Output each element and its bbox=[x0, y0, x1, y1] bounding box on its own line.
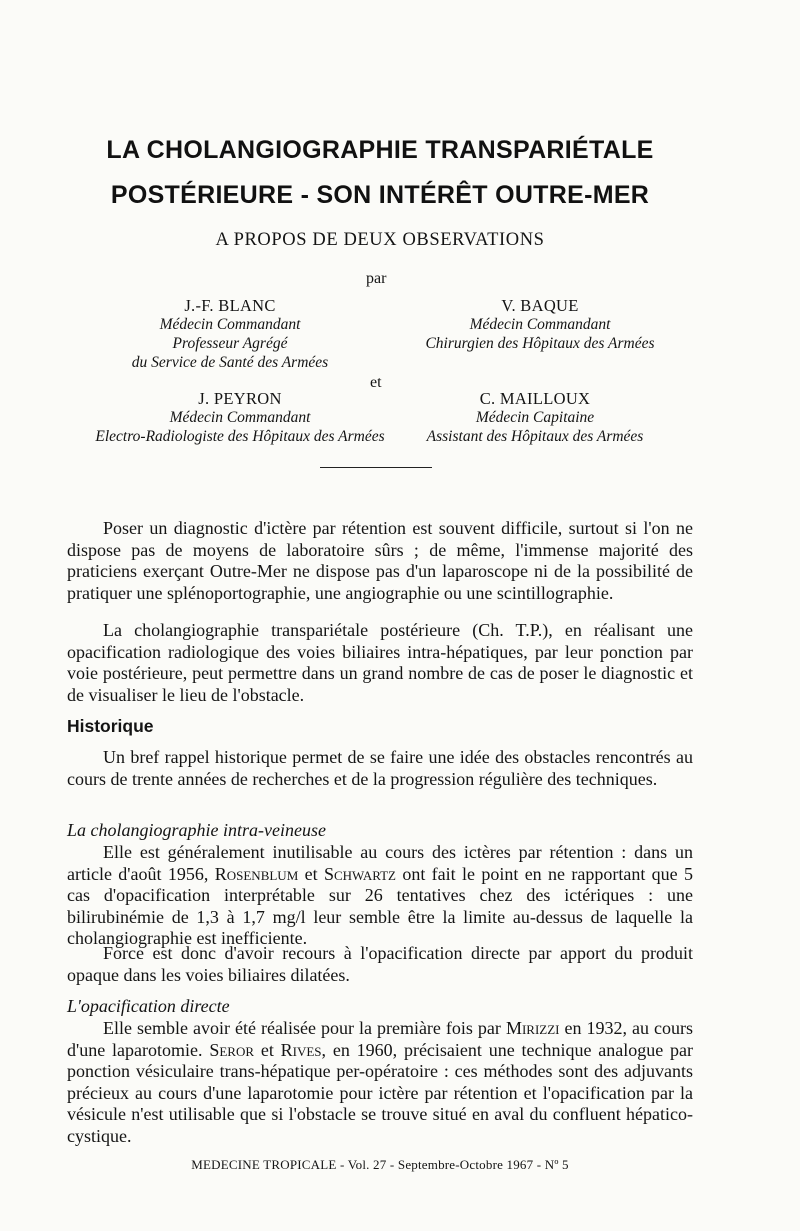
paragraph-intro bbox=[67, 518, 693, 604]
text-span: ont fait le point en ne rapportant que 5 cas d'opacification interprétable sur 26 tentatives chez des ictériques : une bilirubinémie de 1,3 à 1,7 mg/l leur semble être la limite au-dessus de laquelle la cholangiographie est inefficiente. bbox=[67, 863, 693, 949]
paragraph-recours bbox=[67, 943, 693, 986]
author-role: Médecin Commandant bbox=[169, 409, 311, 426]
text-span: et bbox=[260, 1039, 274, 1060]
paragraph-historique bbox=[67, 747, 693, 790]
author-mailloux bbox=[380, 389, 690, 446]
byline-par: par bbox=[366, 270, 387, 287]
author-baque bbox=[400, 296, 680, 353]
text-span: Elle est généralement inutilisable au cours des ictères par rétention : dans un article d'août 1956, bbox=[67, 842, 693, 884]
separator-rule bbox=[320, 467, 432, 468]
author-name: C. MAILLOUX bbox=[479, 389, 591, 408]
article-title-line-1: LA CHOLANGIOGRAPHIE TRANSPARIÉTALE bbox=[106, 136, 654, 164]
paragraph-text: Un bref rappel historique permet de se faire une idée des obstacles rencontrés au cours de trente années de recherches et de la progression régulière des techniques. bbox=[67, 747, 693, 789]
paragraph-intra-veineuse bbox=[67, 842, 693, 950]
author-citation: Rosenblum bbox=[214, 863, 299, 884]
journal-footer: MEDECINE TROPICALE - Vol. 27 - Septembre-Octobre 1967 - Nº 5 bbox=[191, 1157, 569, 1172]
author-name: V. BAQUE bbox=[501, 296, 579, 315]
author-citation: Seror bbox=[209, 1039, 255, 1060]
paragraph-text: Force est donc d'avoir recours à l'opacification directe par apport du produit opaque dans les voies biliaires dilatées. bbox=[67, 943, 693, 985]
subheading-opacification-directe: L'opacification directe bbox=[67, 996, 230, 1016]
paragraph-text: La cholangiographie transpariétale postérieure (Ch. T.P.), en réalisant une opacification radiologique des voies biliaires intra-hépatiques, par leur ponction par voie postérieure, peut permettre dans un grand nombre de cas de poser le diagnostic et de visualiser le lieu de l'obstacle. bbox=[67, 620, 693, 705]
text-span: et bbox=[304, 863, 318, 884]
section-heading-historique: Historique bbox=[67, 716, 154, 736]
article-subtitle: A PROPOS DE DEUX OBSERVATIONS bbox=[215, 230, 545, 250]
paragraph-text bbox=[67, 842, 693, 950]
author-role: Médecin Commandant bbox=[469, 316, 611, 333]
author-blanc bbox=[100, 296, 360, 372]
paragraph-text: Poser un diagnostic d'ictère par rétention est souvent difficile, surtout si l'on ne dispose pas de moyens de laboratoire sûrs ; de même, l'immense majorité des praticiens exerçant Outre-Mer ne dispose pas d'un laparoscope ni de la possibilité de pratiquer une splénoportographie, une angiographie ou une scintillographie. bbox=[67, 518, 693, 603]
author-name: J. PEYRON bbox=[198, 389, 282, 408]
author-role: Médecin Capitaine bbox=[475, 409, 595, 426]
author-citation: Rives bbox=[280, 1039, 322, 1060]
paragraph-chtp bbox=[67, 620, 693, 706]
paragraph-opacification-directe bbox=[67, 1018, 693, 1148]
author-role: du Service de Santé des Armées bbox=[131, 354, 329, 371]
text-span: en 1932, au cours d'une laparotomie. bbox=[67, 1018, 694, 1060]
paragraph-text bbox=[67, 1018, 693, 1148]
author-citation: Mirizzi bbox=[505, 1018, 560, 1038]
author-name: J.-F. BLANC bbox=[184, 296, 276, 315]
text-span: , en 1960, précisaient une technique analogue par ponction vésiculaire trans-hépatique per-opératoire : ces méthodes sont des adjuvants précieux au cours d'une laparotomie pour ictère par rétention et l'opacification par la vésicule n'est utilisable que si l'obstacle se trouve situé en aval du confluent hépatico-cystique. bbox=[67, 1039, 694, 1146]
author-role: Médecin Commandant bbox=[159, 316, 301, 333]
article-title-line-2: POSTÉRIEURE - SON INTÉRÊT OUTRE-MER bbox=[110, 181, 650, 209]
byline-et: et bbox=[370, 374, 382, 391]
author-role: Professeur Agrégé bbox=[172, 335, 288, 352]
author-role: Assistant des Hôpitaux des Armées bbox=[426, 428, 644, 445]
author-citation: Schwartz bbox=[323, 863, 396, 884]
author-role: Electro-Radiologiste des Hôpitaux des Armées bbox=[95, 428, 385, 445]
subheading-intra-veineuse: La cholangiographie intra-veineuse bbox=[67, 820, 326, 840]
text-span: Elle semble avoir été réalisée pour la premiàre fois par bbox=[103, 1018, 501, 1038]
author-role: Chirurgien des Hôpitaux des Armées bbox=[425, 335, 655, 352]
